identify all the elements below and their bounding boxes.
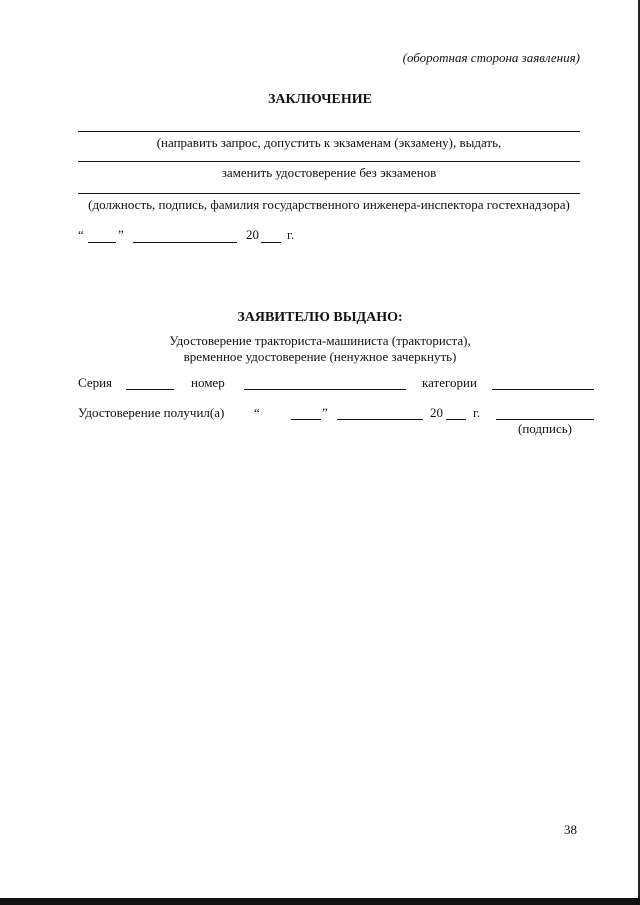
signature-blank (496, 419, 594, 420)
series-blank (126, 389, 174, 390)
signature-caption: (подпись) (518, 421, 572, 436)
received-month-blank (337, 419, 423, 420)
date-year-suffix: г. (287, 227, 295, 242)
conclusion-title: ЗАКЛЮЧЕНИЕ (267, 92, 373, 107)
number-blank (244, 389, 406, 390)
page-number: 38 (564, 822, 577, 837)
issued-desc-line-1: Удостоверение тракториста-машиниста (тракториста), (169, 333, 471, 348)
received-day-blank (291, 419, 321, 420)
conclusion-caption-1: (направить запрос, допустить к экзаменам (экзамену), выдать, (156, 135, 502, 150)
conclusion-line-2 (78, 161, 580, 162)
received-label: Удостоверение получил(а) (78, 405, 225, 420)
date-year-blank (261, 242, 281, 243)
page-edge-bottom (0, 898, 640, 905)
categories-label: категории (422, 375, 477, 390)
issued-desc-line-2: временное удостоверение (ненужное зачеркнуть) (183, 349, 457, 364)
categories-blank (492, 389, 594, 390)
received-year-suffix: г. (473, 405, 481, 420)
date-year-prefix: 20 (246, 227, 259, 242)
number-label: номер (191, 375, 225, 390)
received-open-quote: “ (254, 405, 260, 420)
date-month-blank (133, 242, 237, 243)
reverse-side-note: (оборотная сторона заявления) (402, 50, 580, 65)
conclusion-caption-2: заменить удостоверение без экзаменов (221, 165, 437, 180)
date-day-blank (88, 242, 116, 243)
conclusion-line-1 (78, 131, 580, 132)
received-year-prefix: 20 (430, 405, 443, 420)
received-close-quote: ” (322, 405, 328, 420)
conclusion-caption-3: (должность, подпись, фамилия государственного инженера-инспектора гостехнадзора) (88, 197, 570, 212)
received-year-blank (446, 419, 466, 420)
date-open-quote: “ (78, 227, 84, 242)
series-label: Серия (78, 375, 113, 390)
issued-title: ЗАЯВИТЕЛЮ ВЫДАНО: (237, 310, 403, 325)
date-close-quote: ” (118, 227, 124, 242)
conclusion-line-3 (78, 193, 580, 194)
